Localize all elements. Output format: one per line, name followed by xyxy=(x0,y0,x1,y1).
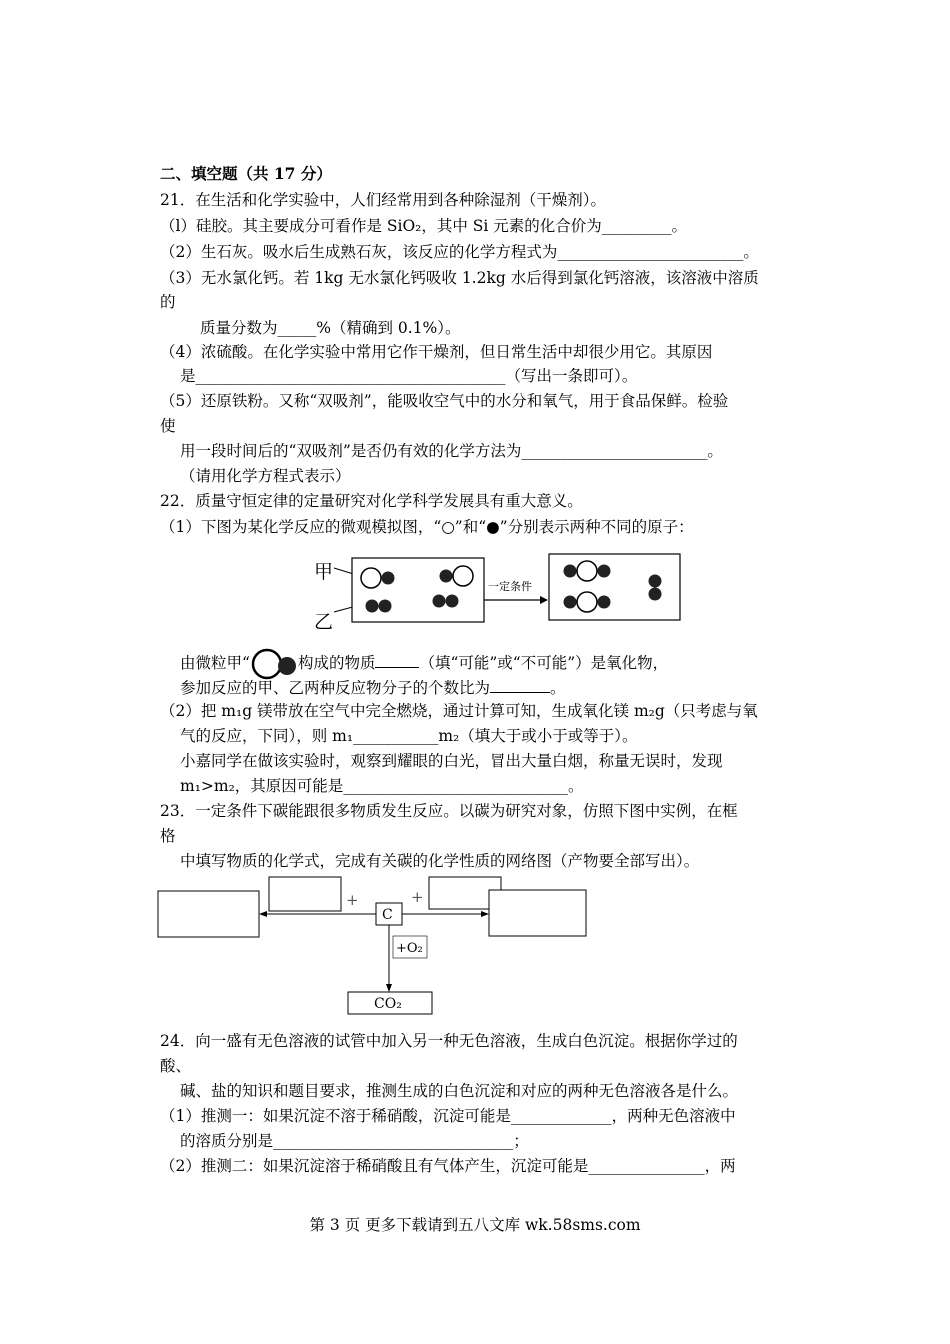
q21-part3-line3: 质量分数为_____%（精确到 0.1%）。 xyxy=(200,319,461,337)
label-yi: 乙 xyxy=(314,611,334,633)
section-title: 二、填空题（共 17 分） xyxy=(160,164,332,183)
plus-right: + xyxy=(411,888,424,906)
blank-ratio xyxy=(490,677,550,693)
arrow-condition: 一定条件 xyxy=(488,580,532,593)
q24-part2-line1: （2）推测二：如果沉淀溶于稀硝酸且有气体产生，沉淀可能是_______________，两 xyxy=(160,1157,736,1175)
q21-part3-line2: 的 xyxy=(160,293,176,311)
page-footer: 第 3 页 更多下载请到五八文库 wk.58sms.com xyxy=(309,1216,641,1234)
q23-intro-line2: 格 xyxy=(160,827,176,845)
q22-part2-line4: m₁>m₂，其原因可能是_____________________________。 xyxy=(180,777,584,795)
q22-part2-line1: （2）把 m₁g 镁带放在空气中完全燃烧，通过计算可知，生成氧化镁 m₂g（只考虑与氧 xyxy=(160,702,758,720)
q24-part1-line2: 的溶质分别是_______________________________； xyxy=(180,1132,529,1150)
q22-part1: （1）下图为某化学反应的微观模拟图，“○”和“●”分别表示两种不同的原子： xyxy=(160,518,694,536)
q22-intro: 22．质量守恒定律的定量研究对化学科学发展具有重大意义。 xyxy=(160,492,583,510)
q22-part1b: 由微粒甲“ 构成的物质 （填“可能”或“不可能”）是氧化物， xyxy=(180,652,668,674)
molecule-jia-inline xyxy=(250,654,298,674)
q22-part2-line3: 小嘉同学在做该实验时，观察到耀眼的白光，冒出大量白烟，称量无误时，发现 xyxy=(180,752,723,770)
answer-box-left xyxy=(158,891,259,937)
answer-box-right xyxy=(489,890,586,936)
carbon-label: C xyxy=(382,907,393,923)
q23-intro-line3: 中填写物质的化学式，完成有关碳的化学性质的网络图（产物要全部写出）。 xyxy=(180,852,700,870)
answer-box-top-left xyxy=(269,877,341,911)
label-jia: 甲 xyxy=(314,561,334,583)
q21-part5-line4: （请用化学方程式表示） xyxy=(180,467,351,485)
q21-intro: 21．在生活和化学实验中，人们经常用到各种除湿剂（干燥剂）。 xyxy=(160,191,606,209)
plus-left: + xyxy=(346,891,359,909)
q24-intro-line2: 酸、 xyxy=(160,1057,192,1075)
q21-part2: （2）生石灰。吸水后生成熟石灰，该反应的化学方程式为________________________。 xyxy=(160,243,759,261)
q24-part1-line1: （1）推测一：如果沉淀不溶于稀硝酸，沉淀可能是_____________，两种无色溶液中 xyxy=(160,1107,736,1125)
reaction-diagram xyxy=(312,552,692,634)
q21-part5-line1: （5）还原铁粉。又称“双吸剂”，能吸收空气中的水分和氧气，用于食品保鲜。检验 xyxy=(160,392,729,410)
carbon-network-diagram xyxy=(155,874,625,1016)
q21-part5-line2: 使 xyxy=(160,417,176,435)
product-box xyxy=(549,554,680,620)
q21-part4-line1: （4）浓硫酸。在化学实验中常用它作干燥剂，但日常生活中却很少用它。其原因 xyxy=(160,343,713,361)
blank-oxide xyxy=(375,652,419,668)
q21-part4-line2: 是________________________________________（写出一条即可）。 xyxy=(180,367,638,385)
q24-intro-line1: 24．向一盛有无色溶液的试管中加入另一种无色溶液，生成白色沉淀。根据你学过的 xyxy=(160,1032,738,1050)
q24-intro-line3: 碱、盐的知识和题目要求，推测生成的白色沉淀和对应的两种无色溶液各是什么。 xyxy=(180,1082,739,1100)
q22-part1c: 参加反应的甲、乙两种反应物分子的个数比为 。 xyxy=(180,679,566,697)
o2-label: +O₂ xyxy=(396,941,423,956)
q21-part3-line1: （3）无水氯化钙。若 1kg 无水氯化钙吸收 1.2kg 水后得到氯化钙溶液，该溶液中溶质 xyxy=(160,269,759,287)
co2-label: CO₂ xyxy=(374,996,402,1012)
q21-part5-line3: 用一段时间后的“双吸剂”是否仍有效的化学方法为________________________。 xyxy=(180,442,723,460)
q22-part2-line2: 气的反应，下同），则 m₁___________m₂（填大于或小于或等于）。 xyxy=(180,727,638,745)
q23-intro-line1: 23．一定条件下碳能跟很多物质发生反应。以碳为研究对象，仿照下图中实例，在框 xyxy=(160,802,738,820)
q21-part1: （l）硅胶。其主要成分可看作是 SiO₂，其中 Si 元素的化合价为_________。 xyxy=(160,217,688,235)
